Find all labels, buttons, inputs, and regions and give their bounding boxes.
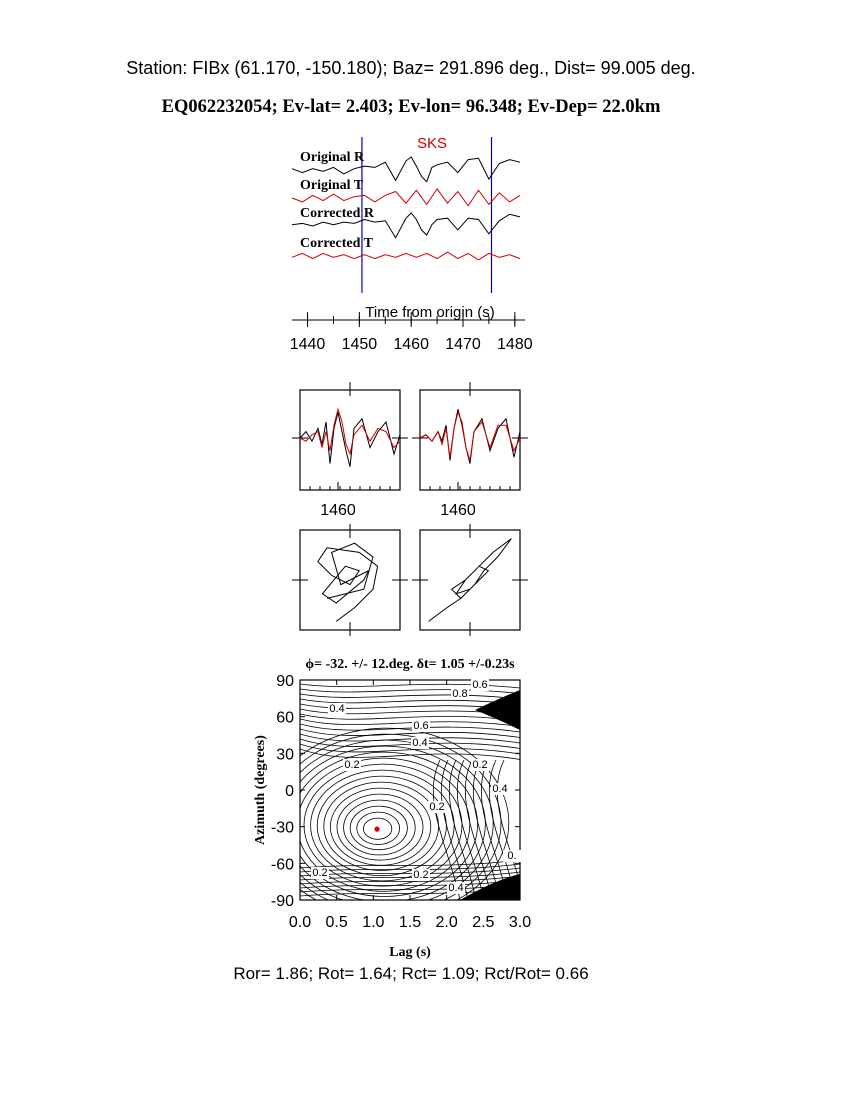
contour-label: 0.4 <box>448 882 464 894</box>
contour-label: 0.2 <box>472 759 488 771</box>
particle-motion-corrected-panel <box>412 524 528 636</box>
contour-group <box>264 684 524 917</box>
contour-ring <box>311 770 455 881</box>
phase-label: SKS <box>416 135 448 152</box>
contour-label: 0.2 <box>429 801 445 813</box>
contour-line <box>300 694 520 699</box>
overlay-trace <box>300 412 400 466</box>
overlay-trace <box>300 409 400 454</box>
contour-label: 0.4 <box>329 703 345 715</box>
azimuth-tick-label: 90 <box>276 673 294 690</box>
lag-tick-label: 2.5 <box>472 914 495 931</box>
particle-motion-original-panel <box>292 524 408 636</box>
grid-search-title: ϕ= -32. +/- 12.deg. δt= 1.05 +/-0.23s <box>305 657 515 672</box>
lag-axis-label: Lag (s) <box>389 945 431 960</box>
azimuth-tick-label: 0 <box>285 783 294 800</box>
trace-label: Corrected R <box>300 206 374 221</box>
lag-tick-label: 1.0 <box>362 914 385 931</box>
time-tick-label: 1480 <box>497 336 533 353</box>
azimuth-tick-label: 30 <box>276 746 294 764</box>
contour-line <box>300 860 520 868</box>
lag-tick-label: 0.5 <box>325 914 348 931</box>
contour-label: 0.6 <box>413 720 429 732</box>
contour-line <box>300 734 520 743</box>
dark-region-lower <box>460 874 520 900</box>
splitting-ratios: Ror= 1.86; Rot= 1.64; Rct= 1.09; Rct/Rot= 0.66 <box>233 964 589 983</box>
time-tick-label: 1440 <box>289 336 326 353</box>
azimuth-axis-label: Azimuth (degrees) <box>253 735 268 845</box>
best-fit-point <box>374 827 379 832</box>
contour-label: 0.2 <box>344 759 360 771</box>
contour-label: 0. <box>507 850 517 862</box>
trace-line <box>292 252 520 260</box>
contour-label: 0.8 <box>452 688 468 700</box>
contour-line <box>300 714 520 721</box>
time-axis-ticks <box>290 312 533 353</box>
time-tick-label: 1470 <box>445 336 481 353</box>
lag-tick-label: 0.0 <box>288 914 312 931</box>
overlay-frame <box>420 390 520 490</box>
azimuth-tick-label: 60 <box>276 709 294 727</box>
particle-motion-trace <box>318 543 378 621</box>
contour-ring <box>344 800 416 855</box>
contour-label: 0.4 <box>412 737 428 749</box>
contour-line <box>300 724 520 732</box>
contour-ring <box>317 776 446 876</box>
time-tick-label: 1450 <box>341 336 378 353</box>
lag-tick-label: 3.0 <box>508 914 532 931</box>
particle-motion-trace <box>429 539 512 622</box>
overlay-tick-label: 1460 <box>320 502 356 519</box>
station-info: Station: FIBx (61.170, -150.180); Baz= 291.896 deg., Dist= 99.005 deg. <box>126 58 696 78</box>
overlay-tick-label: 1460 <box>440 502 476 519</box>
contour-label: 0.4 <box>492 783 508 795</box>
waveform-panel <box>290 135 533 353</box>
overlay-original-panel <box>292 382 408 519</box>
trace-label: Original T <box>300 178 364 193</box>
trace-label: Corrected T <box>300 236 373 251</box>
contour-ring <box>324 782 439 870</box>
contour-lines <box>264 684 524 917</box>
overlay-corrected-panel <box>412 382 528 519</box>
overlay-frame <box>300 390 400 490</box>
azimuth-tick-label: -30 <box>270 819 294 837</box>
contour-line <box>300 719 520 727</box>
contour-label: 0.2 <box>312 867 328 879</box>
particle-motion-frame <box>420 530 520 630</box>
lag-tick-label: 1.5 <box>398 914 422 931</box>
lag-tick-label: 2.0 <box>435 914 458 931</box>
trace-label: Original R <box>300 150 365 165</box>
trace-labels <box>300 150 375 251</box>
azimuth-tick-label: -90 <box>270 893 294 910</box>
grid-search-panel <box>253 657 531 960</box>
contour-ring <box>330 788 430 865</box>
time-axis-label: Time from origin (s) <box>365 304 495 321</box>
time-tick-label: 1460 <box>393 336 429 353</box>
event-info: EQ062232054; Ev-lat= 2.403; Ev-lon= 96.348; Ev-Dep= 22.0km <box>161 97 661 117</box>
contour-label: 0.2 <box>413 869 429 881</box>
contour-label: 0.6 <box>472 679 488 691</box>
azimuth-tick-label: -60 <box>270 856 294 874</box>
